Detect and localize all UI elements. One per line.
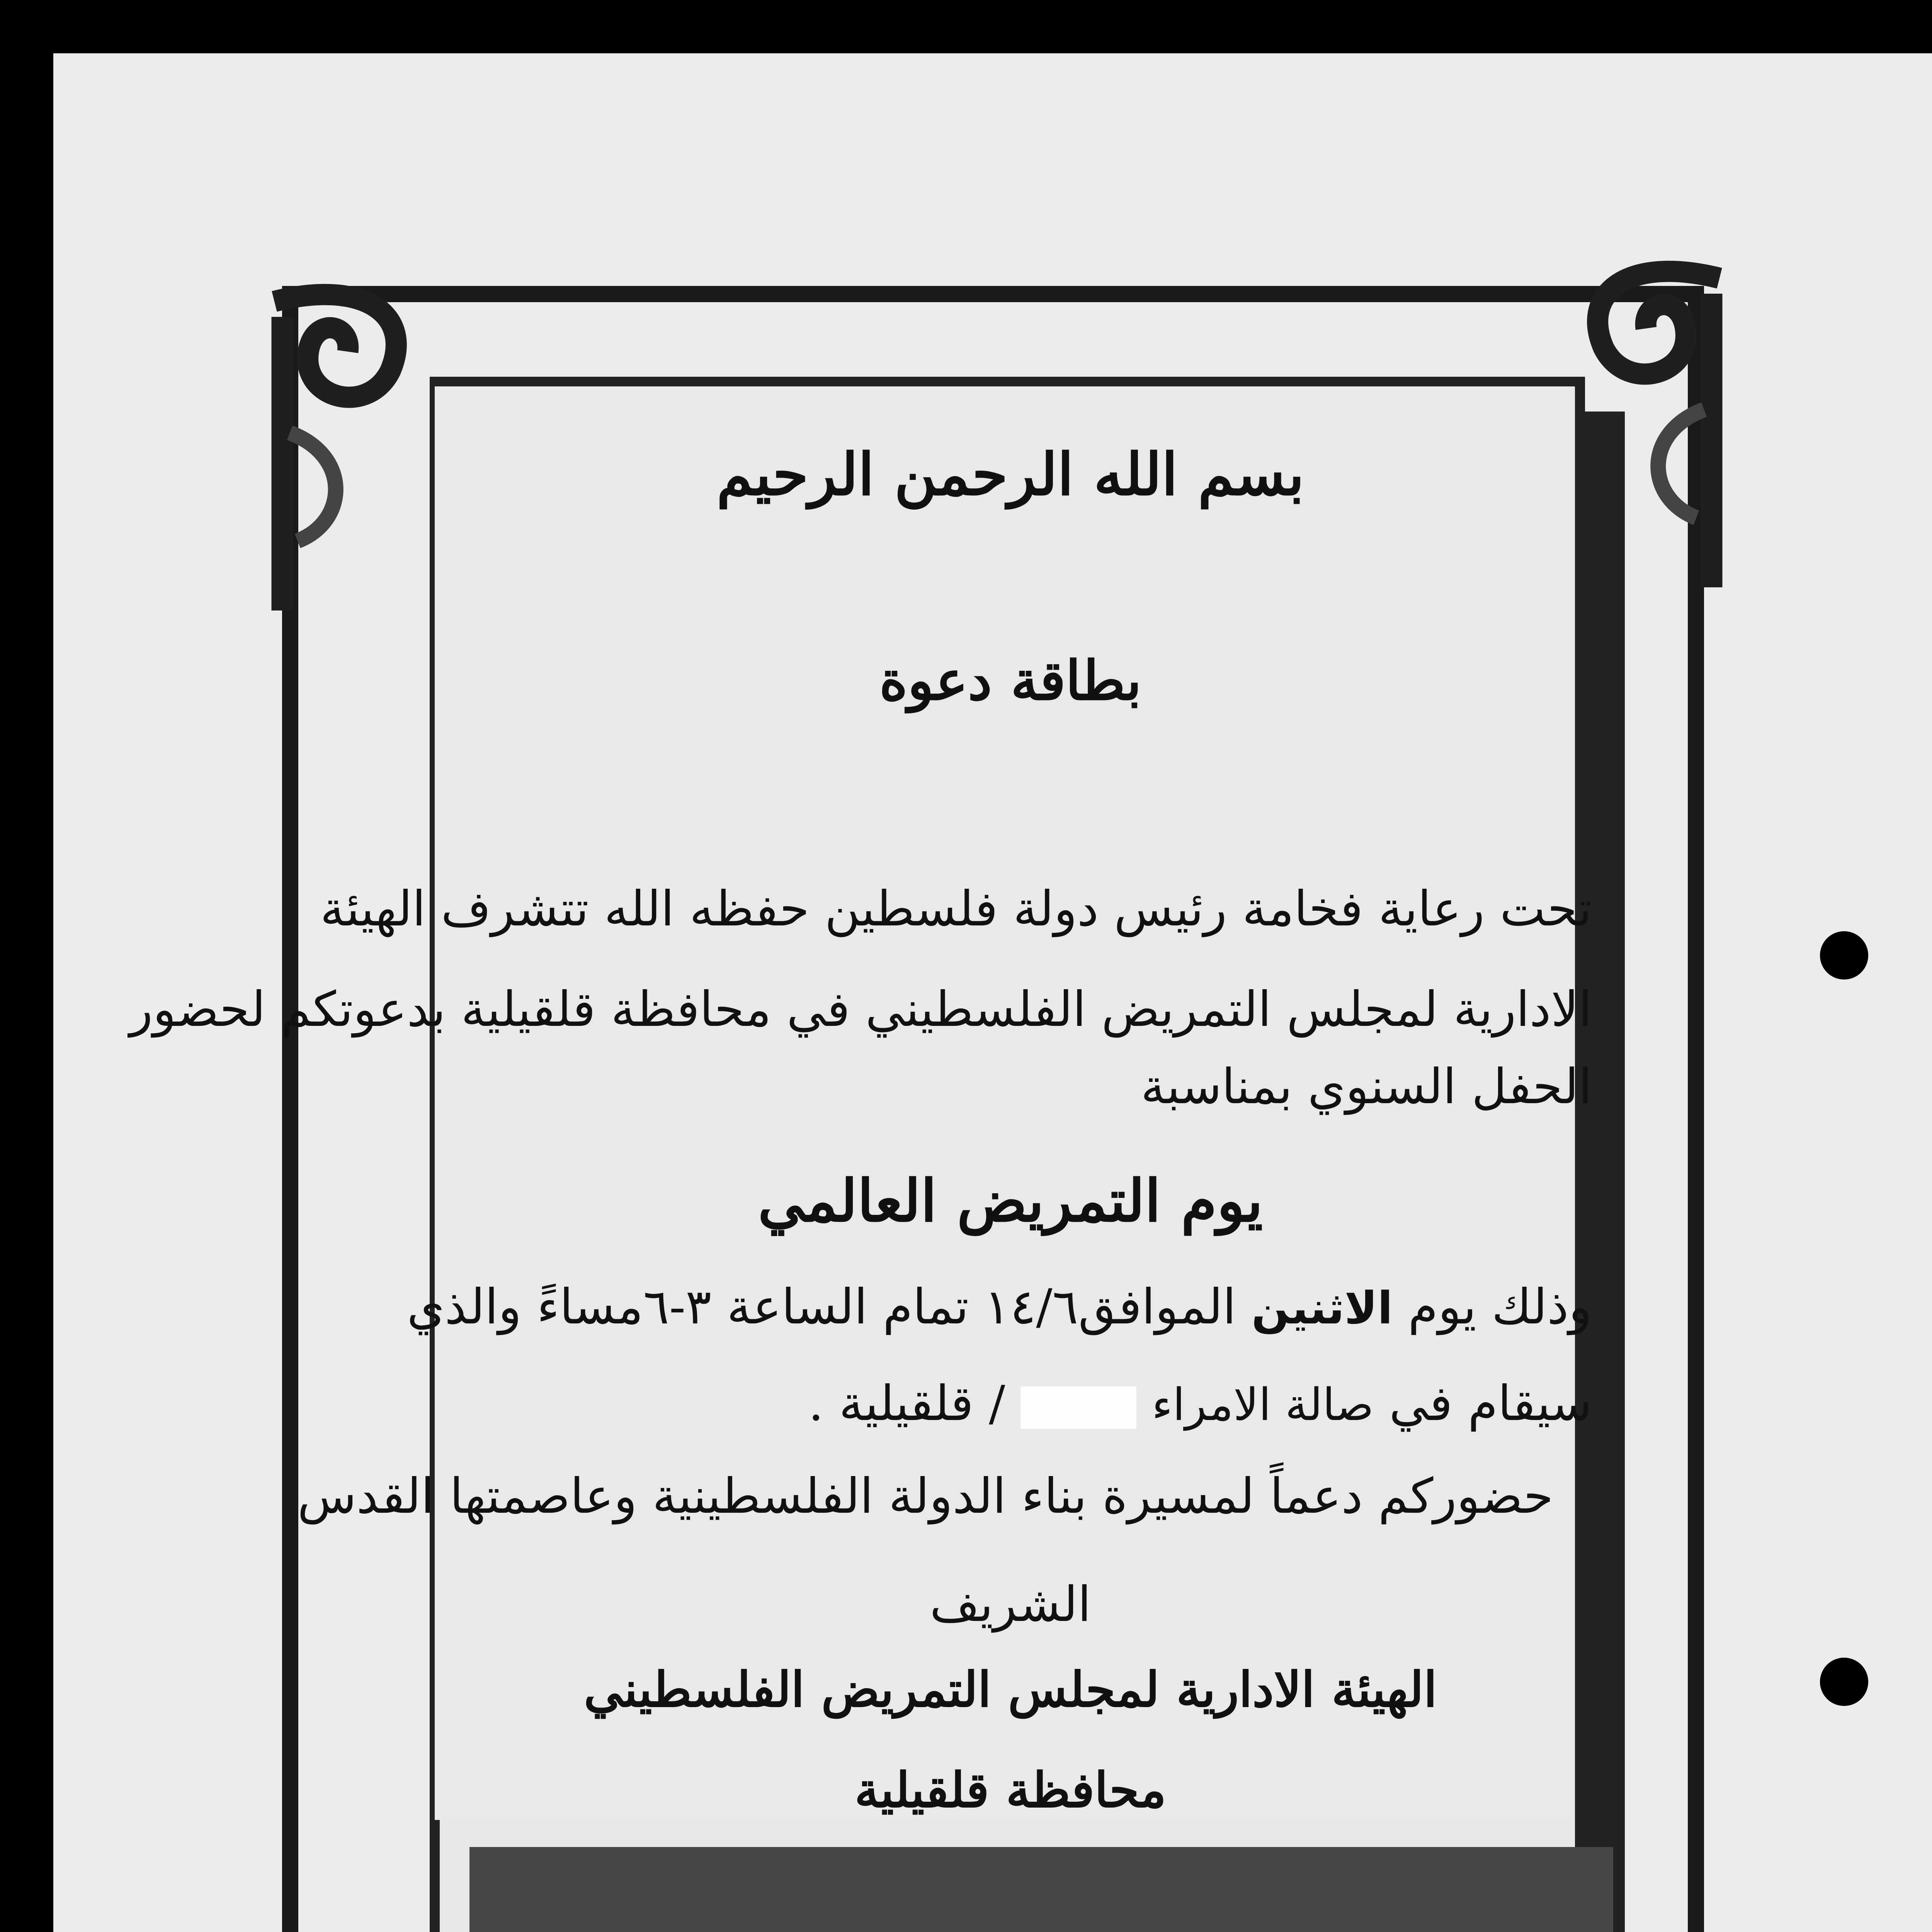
venue-name: صالة الامراء	[1151, 1379, 1374, 1431]
bismillah-heading: بسم الله الرحمن الرحيم	[716, 440, 1304, 509]
date-time: الموافق١٤/٦ تمام الساعة ٣-٦مساءً والذي	[407, 1279, 1236, 1335]
intro-line-3: الحفل السنوي بمناسبة	[1141, 1059, 1592, 1115]
signature-council: الهيئة الادارية لمجلس التمريض الفلسطيني	[583, 1662, 1437, 1718]
venue-prefix: سيقام في	[1389, 1376, 1592, 1432]
support-line-2: الشريف	[930, 1577, 1091, 1633]
intro-line-1: تحت رعاية فخامة رئيس دولة فلسطين حفظه الله تتشرف الهيئة	[320, 881, 1592, 937]
punch-hole-bottom	[1820, 1658, 1868, 1706]
signature-governorate: محافظة قلقيلية	[854, 1762, 1167, 1818]
day-name: الاثنين	[1251, 1282, 1393, 1334]
venue-line	[452, 1376, 1592, 1432]
date-line	[407, 1279, 1592, 1335]
card-dark-band	[469, 1847, 1613, 1932]
date-prefix: وذلك يوم	[1408, 1279, 1592, 1335]
support-line-1: حضوركم دعماً لمسيرة بناء الدولة الفلسطينية وعاصمتها القدس	[297, 1468, 1553, 1524]
redaction-mark	[1020, 1386, 1136, 1429]
corner-ornament-top-left	[251, 270, 433, 634]
occasion-heading: يوم التمريض العالمي	[758, 1167, 1263, 1235]
punch-hole-top	[1820, 931, 1868, 980]
intro-line-2: الادارية لمجلس التمريض الفلسطيني في محافظة قلقيلية بدعوتكم لحضور	[129, 981, 1592, 1037]
invitation-title: بطاقة دعوة	[879, 649, 1142, 713]
venue-city: / قلقيلية .	[808, 1376, 1005, 1432]
